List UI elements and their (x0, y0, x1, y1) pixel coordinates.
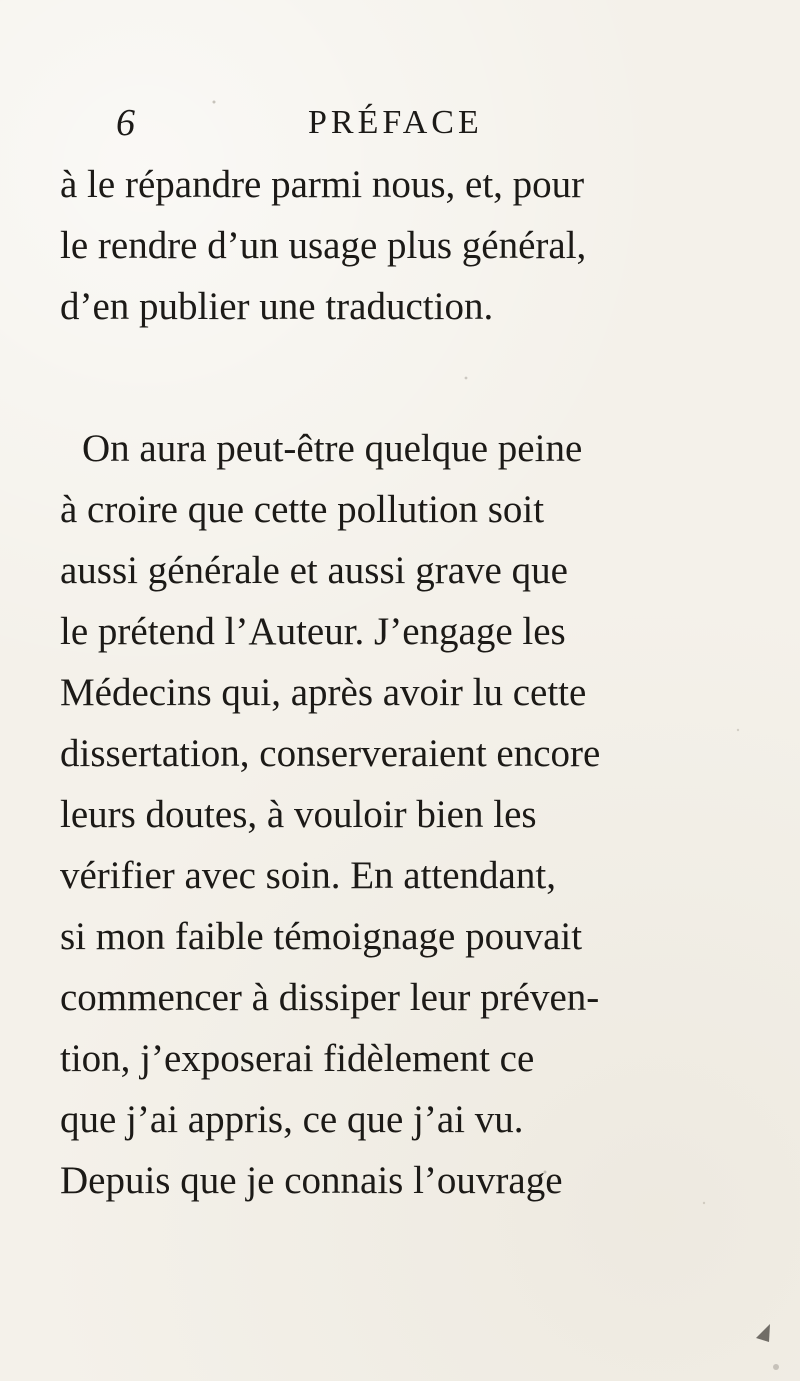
running-head: PRÉFACE (308, 104, 483, 141)
body-text (60, 154, 750, 1211)
text-line: aussi générale et aussi grave que (60, 549, 568, 592)
paragraph-1 (60, 154, 750, 337)
text-line: On aura peut-être quelque peine (82, 427, 583, 470)
text-line: dissertation, conserveraient encore (60, 732, 601, 775)
page-number: 6 (116, 102, 135, 144)
text-line: Depuis que je connais l’ouvrage (60, 1159, 563, 1202)
text-line: d’en publier une traduction. (60, 285, 494, 328)
paragraph-2 (60, 418, 750, 1211)
text-line: que j’ai appris, ce que j’ai vu. (60, 1098, 524, 1141)
text-line: tion, j’exposerai fidèlement ce (60, 1037, 535, 1080)
text-line: Médecins qui, après avoir lu cette (60, 671, 587, 714)
text-line: à le répandre parmi nous, et, pour (60, 163, 585, 206)
text-line: si mon faible témoignage pouvait (60, 915, 583, 958)
text-line: le prétend l’Auteur. J’engage les (60, 610, 566, 653)
text-line: à croire que cette pollution soit (60, 488, 545, 531)
text-line: commencer à dissiper leur préven- (60, 976, 600, 1019)
text-line: vérifier avec soin. En attendant, (60, 854, 556, 897)
text-line: leurs doutes, à vouloir bien les (60, 793, 537, 836)
paragraph-gap (60, 337, 750, 418)
text-line: le rendre d’un usage plus général, (60, 224, 587, 267)
page-header (116, 98, 736, 148)
